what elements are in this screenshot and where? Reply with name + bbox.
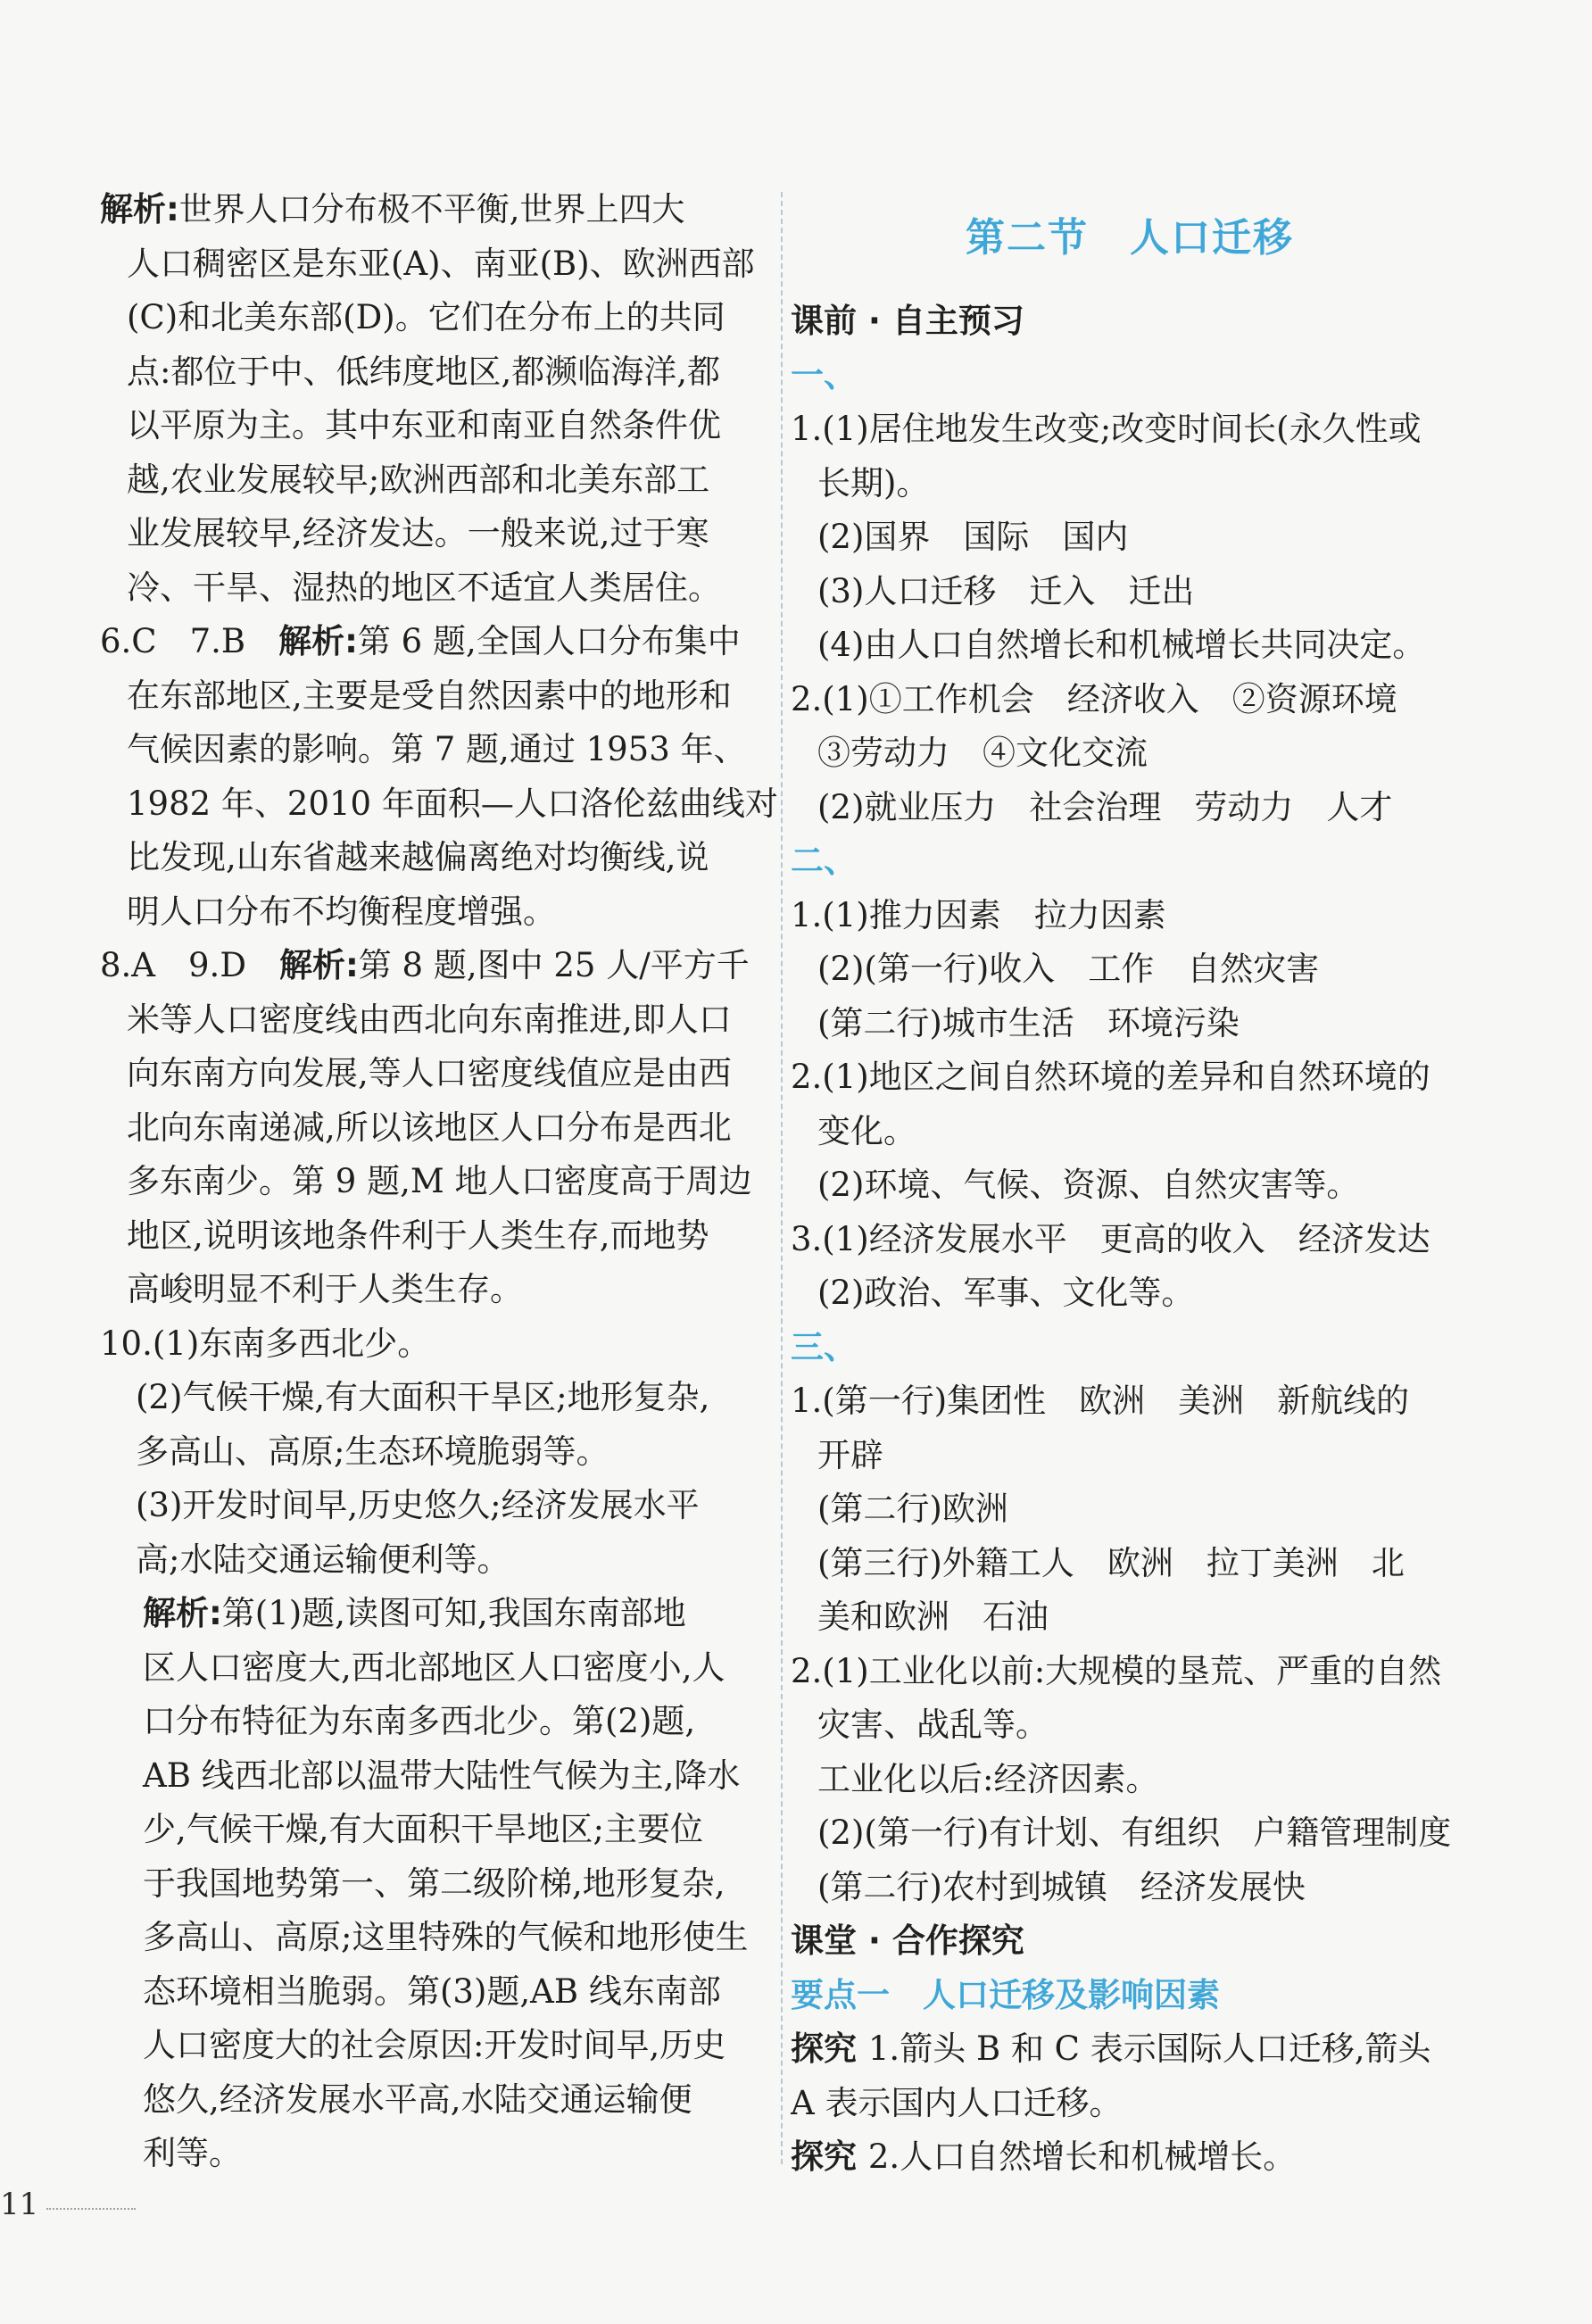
left-column-line bbox=[100, 1425, 778, 1480]
line-text: 世界人口分布极不平衡,世界上四大 bbox=[178, 190, 685, 228]
left-column-line bbox=[100, 993, 778, 1048]
line-text: (2)气候干燥,有大面积干旱区;地形复杂, bbox=[136, 1378, 710, 1416]
keyword-label: 解析: bbox=[278, 622, 358, 660]
left-column-line bbox=[100, 885, 778, 940]
left-column-line bbox=[100, 561, 778, 616]
line-text: 高峻明显不利于人类生存。 bbox=[127, 1270, 523, 1308]
line-text: 向东南方向发展,等人口密度线值应是由西 bbox=[127, 1054, 732, 1092]
line-text: (C)和北美东部(D)。它们在分布上的共同 bbox=[127, 298, 726, 336]
right-column-line bbox=[791, 1969, 1469, 2023]
right-column-line bbox=[791, 997, 1469, 1051]
left-column-line bbox=[100, 831, 778, 885]
line-text: 美和欧洲 石油 bbox=[817, 1598, 1049, 1636]
right-column-line bbox=[791, 1429, 1469, 1483]
right-column-line bbox=[791, 726, 1469, 781]
keyword-label: 解析: bbox=[143, 1594, 222, 1632]
right-column-line bbox=[791, 2077, 1469, 2131]
line-text: (第二行)农村到城镇 经济发展快 bbox=[817, 1867, 1306, 1906]
line-text: 态环境相当脆弱。第(3)题,AB 线东南部 bbox=[143, 1971, 721, 2011]
right-column-line bbox=[791, 673, 1469, 727]
line-text: (2)就业压力 社会治理 劳动力 人才 bbox=[817, 787, 1393, 826]
left-column bbox=[100, 183, 778, 2181]
line-text: 北向东南递减,所以该地区人口分布是西北 bbox=[127, 1108, 732, 1147]
left-column-line bbox=[100, 1317, 778, 1372]
line-text: (2)(第一行)有计划、有组织 户籍管理制度 bbox=[817, 1814, 1452, 1852]
right-column-line bbox=[791, 1806, 1469, 1861]
keyword-label: 课前 · 自主预习 bbox=[791, 302, 1024, 340]
line-text: (3)开发时间早,历史悠久;经济发展水平 bbox=[136, 1486, 700, 1524]
line-text: (2)国界 国际 国内 bbox=[817, 518, 1129, 556]
left-column-line bbox=[100, 2127, 778, 2181]
left-column-line bbox=[100, 939, 778, 993]
line-text: 2.(1)①工作机会 经济收入 ②资源环境 bbox=[791, 679, 1397, 718]
column-divider bbox=[781, 192, 783, 2164]
line-text: 8.A 9.D bbox=[100, 946, 279, 984]
section-heading: 二、 bbox=[791, 842, 857, 880]
left-column-line bbox=[100, 453, 778, 508]
line-text: 1.箭头 B 和 C 表示国际人口迁移,箭头 bbox=[867, 2029, 1431, 2068]
left-column-line bbox=[100, 1965, 778, 2020]
section-heading: 三、 bbox=[791, 1327, 857, 1366]
line-text: 1982 年、2010 年面积—人口洛伦兹曲线对 bbox=[127, 784, 778, 823]
left-column-line bbox=[100, 1857, 778, 1912]
left-column-line bbox=[100, 1047, 778, 1101]
left-column-line bbox=[100, 1803, 778, 1857]
left-column-line bbox=[100, 1749, 778, 1804]
left-column-line bbox=[100, 1587, 778, 1641]
line-text: 越,农业发展较早;欧洲西部和北美东部工 bbox=[127, 460, 710, 499]
line-text: (第三行)外籍工人 欧洲 拉丁美洲 北 bbox=[817, 1543, 1405, 1582]
left-column-line bbox=[100, 1371, 778, 1425]
line-text: 冷、干旱、湿热的地区不适宜人类居住。 bbox=[127, 568, 721, 607]
line-text: 明人口分布不均衡程度增强。 bbox=[127, 892, 556, 931]
right-column-line bbox=[791, 781, 1469, 835]
left-column-line bbox=[100, 291, 778, 345]
section-heading: 一、 bbox=[791, 355, 857, 394]
left-column-line bbox=[100, 345, 778, 400]
line-text: 第 6 题,全国人口分布集中 bbox=[357, 622, 741, 660]
line-text: 多高山、高原;生态环境脆弱等。 bbox=[136, 1432, 609, 1471]
line-text: 人口稠密区是东亚(A)、南亚(B)、欧洲西部 bbox=[127, 244, 755, 283]
right-column-line bbox=[791, 1050, 1469, 1105]
line-text: 比发现,山东省越来越偏离绝对均衡线,说 bbox=[127, 838, 709, 876]
line-text: 灾害、战乱等。 bbox=[817, 1706, 1049, 1744]
line-text: (2)政治、军事、文化等。 bbox=[817, 1274, 1195, 1312]
right-column-line bbox=[791, 834, 1469, 889]
line-text: A 表示国内人口迁移。 bbox=[791, 2083, 1123, 2122]
line-text: (第二行)欧洲 bbox=[817, 1490, 1008, 1528]
line-text: 人口密度大的社会原因:开发时间早,历史 bbox=[143, 2026, 726, 2064]
left-column-line bbox=[100, 777, 778, 832]
keyword-label: 课堂 · 合作探究 bbox=[791, 1921, 1024, 1960]
right-column-line bbox=[791, 1914, 1469, 1969]
right-column-line bbox=[791, 1753, 1469, 1807]
keyword-label: 探究 bbox=[791, 2137, 868, 2176]
section-title: 第二节 人口迁移 bbox=[966, 215, 1294, 261]
line-text: 少,气候干燥,有大面积干旱地区;主要位 bbox=[143, 1810, 703, 1848]
line-text: 地区,说明该地条件利于人类生存,而地势 bbox=[127, 1216, 709, 1255]
line-text: 2.人口自然增长和机械增长。 bbox=[867, 2137, 1297, 2176]
right-column-line bbox=[791, 942, 1469, 997]
left-column-line bbox=[100, 1533, 778, 1588]
line-text: 多东南少。第 9 题,M 地人口密度高于周边 bbox=[127, 1162, 752, 1200]
right-column-line bbox=[791, 1374, 1469, 1429]
left-column-line bbox=[100, 1209, 778, 1264]
line-text: 以平原为主。其中东亚和南亚自然条件优 bbox=[127, 406, 721, 444]
right-column-line bbox=[791, 1105, 1469, 1159]
line-text: 工业化以后:经济因素。 bbox=[817, 1759, 1159, 1798]
left-column-line bbox=[100, 507, 778, 561]
right-column-line bbox=[791, 1861, 1469, 1915]
line-text: 2.(1)地区之间自然环境的差异和自然环境的 bbox=[791, 1058, 1430, 1096]
right-column-line bbox=[791, 1158, 1469, 1213]
right-column-line bbox=[791, 510, 1469, 565]
page-number: 11 bbox=[0, 2187, 39, 2222]
line-text: 1.(1)居住地发生改变;改变时间长(永久性或 bbox=[791, 410, 1422, 448]
line-text: 1.(第一行)集团性 欧洲 美洲 新航线的 bbox=[791, 1382, 1410, 1420]
right-column-line bbox=[791, 457, 1469, 511]
line-text: 区人口密度大,西北部地区人口密度小,人 bbox=[143, 1648, 726, 1687]
left-column-line bbox=[100, 2073, 778, 2128]
line-text: 口分布特征为东南多西北少。第(2)题, bbox=[143, 1702, 696, 1740]
left-column-line bbox=[100, 723, 778, 777]
right-column-line bbox=[791, 618, 1469, 673]
left-column-line bbox=[100, 669, 778, 724]
line-text: 悠久,经济发展水平高,水陆交通运输便 bbox=[143, 2079, 692, 2119]
right-column-line bbox=[791, 2022, 1469, 2077]
line-text: 开辟 bbox=[817, 1435, 883, 1474]
left-column-line bbox=[100, 1641, 778, 1696]
left-column-line bbox=[100, 1479, 778, 1533]
line-text: 6.C 7.B bbox=[100, 622, 279, 660]
line-text: 高;水陆交通运输便利等。 bbox=[136, 1540, 510, 1579]
line-text: (4)由人口自然增长和机械增长共同决定。 bbox=[817, 626, 1426, 664]
line-text: (3)人口迁移 迁入 迁出 bbox=[817, 571, 1195, 610]
left-column-line bbox=[100, 615, 778, 669]
left-column-line bbox=[100, 399, 778, 453]
line-text: AB 线西北部以温带大陆性气候为主,降水 bbox=[143, 1755, 741, 1795]
left-column-line bbox=[100, 1911, 778, 1965]
right-column-line bbox=[791, 1645, 1469, 1699]
right-column-line bbox=[791, 2130, 1469, 2185]
right-column-line bbox=[791, 889, 1469, 943]
line-text: (2)(第一行)收入 工作 自然灾害 bbox=[817, 950, 1320, 988]
left-column-line bbox=[100, 1155, 778, 1209]
page-number-rule bbox=[46, 2208, 136, 2210]
line-text: 于我国地势第一、第二级阶梯,地形复杂, bbox=[143, 1863, 726, 1903]
line-text: 变化。 bbox=[817, 1111, 916, 1150]
right-column-line bbox=[791, 565, 1469, 619]
left-column-line bbox=[100, 1101, 778, 1156]
right-column-line bbox=[791, 1698, 1469, 1753]
left-column-line bbox=[100, 2019, 778, 2073]
line-text: 气候因素的影响。第 7 题,通过 1953 年、 bbox=[127, 730, 747, 768]
left-column-line bbox=[100, 183, 778, 237]
left-column-line bbox=[100, 237, 778, 292]
right-column-line bbox=[791, 1213, 1469, 1267]
line-text: (第二行)城市生活 环境污染 bbox=[817, 1003, 1240, 1042]
line-text: ③劳动力 ④文化交流 bbox=[817, 734, 1148, 772]
right-column-line bbox=[791, 1321, 1469, 1375]
right-column bbox=[791, 295, 1469, 2185]
right-column-line bbox=[791, 1266, 1469, 1321]
line-text: 业发展较早,经济发达。一般来说,过于寒 bbox=[127, 514, 709, 552]
right-column-line bbox=[791, 1482, 1469, 1537]
line-text: 第(1)题,读图可知,我国东南部地 bbox=[221, 1594, 686, 1632]
right-column-line bbox=[791, 349, 1469, 403]
line-text: 10.(1)东南多西北少。 bbox=[100, 1324, 431, 1363]
line-text: 2.(1)工业化以前:大规模的垦荒、严重的自然 bbox=[791, 1651, 1442, 1690]
right-column-line bbox=[791, 1590, 1469, 1645]
keyword-label: 探究 bbox=[791, 2029, 868, 2068]
line-text: 米等人口密度线由西北向东南推进,即人口 bbox=[127, 1000, 732, 1039]
line-text: 3.(1)经济发展水平 更高的收入 经济发达 bbox=[791, 1219, 1430, 1258]
keyword-label: 解析: bbox=[100, 190, 179, 228]
right-column-line bbox=[791, 1537, 1469, 1591]
line-text: 1.(1)推力因素 拉力因素 bbox=[791, 895, 1166, 934]
line-text: 点:都位于中、低纬度地区,都濒临海洋,都 bbox=[127, 352, 720, 391]
right-column-line bbox=[791, 403, 1469, 457]
line-text: 多高山、高原;这里特殊的气候和地形使生 bbox=[143, 1918, 749, 1956]
section-heading: 要点一 人口迁移及影响因素 bbox=[791, 1975, 1220, 2014]
line-text: 利等。 bbox=[143, 2134, 242, 2172]
line-text: 第 8 题,图中 25 人/平方千 bbox=[358, 946, 750, 984]
line-text: 在东部地区,主要是受自然因素中的地形和 bbox=[127, 676, 732, 715]
right-column-line bbox=[791, 295, 1469, 349]
left-column-line bbox=[100, 1695, 778, 1749]
left-column-line bbox=[100, 1263, 778, 1317]
keyword-label: 解析: bbox=[279, 946, 359, 984]
line-text: (2)环境、气候、资源、自然灾害等。 bbox=[817, 1166, 1360, 1204]
line-text: 长期)。 bbox=[817, 463, 930, 502]
